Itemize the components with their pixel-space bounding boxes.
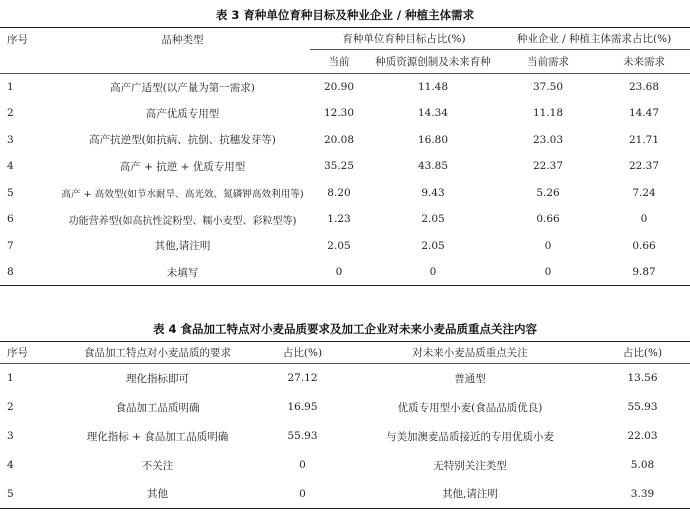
table3-caption: 表 3 育种单位育种目标及种业企业 / 种植主体需求 bbox=[215, 8, 475, 22]
t3-cell-v1: 1.23 bbox=[327, 213, 351, 226]
t4-cell-pct2: 55.93 bbox=[627, 401, 658, 413]
t3-cell-v3: 0 bbox=[544, 239, 552, 252]
table4 bbox=[0, 341, 690, 509]
t4-header-pct2: 占比(%) bbox=[622, 347, 663, 359]
t3-cell-v1: 35.25 bbox=[323, 160, 355, 173]
t4-header-no: 序号 bbox=[7, 347, 28, 359]
t3-cell-v4: 21.71 bbox=[628, 133, 660, 146]
t3-cell-v3: 11.18 bbox=[532, 107, 564, 120]
table-row bbox=[0, 100, 690, 127]
t3-cell-no: 8 bbox=[7, 266, 14, 278]
t3-cell-v2: 11.48 bbox=[417, 81, 449, 93]
t4-cell-pct1: 55.93 bbox=[287, 430, 318, 442]
table-row bbox=[0, 422, 690, 451]
t3-cell-type: 功能营养型(如高抗性淀粉型、糯小麦型、彩粒型等) bbox=[68, 215, 297, 227]
t3-cell-type: 高产广适型(以产量为第一需求) bbox=[110, 81, 255, 94]
t3-header-no: 序号 bbox=[7, 34, 28, 46]
t3-cell-v2: 0 bbox=[429, 266, 437, 278]
t4-header-pct1: 占比(%) bbox=[282, 347, 323, 359]
t3-cell-type: 高产 + 高效型(如节水耐旱、高光效、氮磷钾高效利用等) bbox=[61, 188, 304, 200]
t3-header-future-breeding: 种质资源创制及未来育种 bbox=[375, 56, 491, 68]
t3-cell-v1: 2.05 bbox=[327, 239, 351, 252]
t3-cell-v1: 0 bbox=[335, 266, 343, 278]
t3-cell-v1: 12.30 bbox=[323, 107, 355, 120]
t4-cell-focus: 无特别关注类型 bbox=[433, 459, 507, 472]
t3-header-group2: 种业企业 / 种植主体需求占比(%) bbox=[498, 28, 690, 50]
table-row bbox=[0, 364, 690, 393]
table-row bbox=[0, 259, 690, 286]
t4-cell-pct2: 22.03 bbox=[627, 430, 658, 442]
t3-cell-v2: 14.34 bbox=[417, 107, 449, 120]
table-row bbox=[0, 393, 690, 422]
t3-cell-v4: 7.24 bbox=[632, 186, 656, 199]
t3-cell-no: 5 bbox=[7, 186, 14, 199]
t3-cell-no: 4 bbox=[7, 160, 14, 173]
t3-cell-v4: 0.66 bbox=[632, 239, 656, 252]
t3-cell-v2: 16.80 bbox=[417, 133, 449, 146]
t4-cell-pct1: 27.12 bbox=[287, 372, 318, 385]
t4-cell-no: 3 bbox=[7, 430, 14, 442]
table-row bbox=[0, 233, 690, 260]
t3-cell-v2: 43.85 bbox=[417, 160, 449, 173]
t3-cell-v2: 9.43 bbox=[421, 186, 445, 199]
table3 bbox=[0, 27, 690, 286]
t4-cell-focus: 其他,请注明 bbox=[442, 488, 498, 501]
t3-cell-v3: 22.37 bbox=[532, 160, 564, 173]
t3-cell-v1: 20.08 bbox=[323, 133, 355, 146]
t4-cell-pct2: 3.39 bbox=[630, 487, 655, 500]
table-row bbox=[0, 451, 690, 480]
t3-header-future-demand: 未来需求 bbox=[623, 56, 666, 68]
t3-cell-no: 3 bbox=[7, 133, 14, 146]
table-row bbox=[0, 127, 690, 154]
t3-cell-no: 7 bbox=[7, 239, 14, 252]
t4-cell-requirement: 理化指标即可 bbox=[126, 372, 189, 385]
t3-cell-v4: 9.87 bbox=[632, 266, 656, 278]
t3-cell-v4: 23.68 bbox=[628, 81, 660, 93]
t3-header-group1: 育种单位育种目标占比(%) bbox=[310, 28, 498, 50]
t3-cell-v4: 0 bbox=[640, 213, 648, 226]
t3-cell-v1: 8.20 bbox=[327, 186, 351, 199]
t3-cell-v3: 5.26 bbox=[536, 186, 560, 199]
t4-cell-pct2: 13.56 bbox=[627, 372, 658, 385]
table-row bbox=[0, 206, 690, 233]
t4-cell-no: 1 bbox=[7, 372, 14, 385]
t4-cell-no: 5 bbox=[7, 487, 14, 500]
t3-cell-type: 高产抗逆型(如抗病、抗倒、抗穗发芽等) bbox=[89, 134, 276, 147]
t4-cell-focus: 与美加澳麦品质接近的专用优质小麦 bbox=[386, 430, 554, 443]
t3-cell-v3: 0 bbox=[544, 266, 552, 278]
t4-cell-pct1: 0 bbox=[299, 459, 306, 471]
t4-cell-pct2: 5.08 bbox=[630, 459, 655, 471]
t3-cell-no: 1 bbox=[7, 81, 14, 93]
t3-cell-v1: 20.90 bbox=[323, 81, 355, 93]
t3-cell-type: 高产 + 抗逆 + 优质专用型 bbox=[119, 160, 246, 173]
t3-cell-v3: 23.03 bbox=[532, 133, 564, 146]
t4-cell-requirement: 食品加工品质明确 bbox=[115, 401, 200, 414]
t4-cell-pct1: 0 bbox=[299, 487, 306, 500]
t3-cell-type: 其他,请注明 bbox=[154, 240, 211, 253]
table-row bbox=[0, 74, 690, 101]
t3-header-type: 品种类型 bbox=[161, 34, 204, 46]
table-row bbox=[0, 180, 690, 207]
t4-cell-no: 4 bbox=[7, 459, 14, 471]
t4-cell-pct1: 16.95 bbox=[287, 401, 318, 413]
t4-cell-requirement: 其他 bbox=[147, 488, 168, 501]
table4-caption: 表 4 食品加工特点对小麦品质要求及加工企业对未来小麦品质重点关注内容 bbox=[152, 322, 537, 336]
t3-cell-no: 6 bbox=[7, 213, 14, 226]
t3-cell-v2: 2.05 bbox=[421, 239, 445, 252]
t3-cell-type: 高产优质专用型 bbox=[145, 107, 220, 120]
t3-cell-v3: 0.66 bbox=[536, 213, 560, 226]
t3-cell-v3: 37.50 bbox=[532, 81, 564, 93]
t3-header-current: 当前 bbox=[328, 56, 350, 68]
t3-cell-v4: 22.37 bbox=[628, 160, 660, 173]
t4-cell-focus: 优质专用型小麦(食品品质优良) bbox=[397, 401, 543, 414]
t3-cell-v2: 2.05 bbox=[421, 213, 445, 226]
table-row bbox=[0, 153, 690, 180]
t4-cell-requirement: 不关注 bbox=[141, 459, 174, 472]
t4-cell-requirement: 理化指标 + 食品加工品质明确 bbox=[86, 430, 229, 443]
t4-header-requirement: 食品加工特点对小麦品质的要求 bbox=[84, 347, 231, 359]
t3-cell-type: 未填写 bbox=[166, 266, 199, 279]
table-row bbox=[0, 480, 690, 509]
t3-cell-v4: 14.47 bbox=[628, 107, 660, 120]
t4-cell-focus: 普通型 bbox=[454, 372, 486, 385]
t4-header-focus: 对未来小麦品质重点关注 bbox=[412, 347, 528, 359]
t4-cell-no: 2 bbox=[7, 401, 14, 413]
t3-header-current-demand: 当前需求 bbox=[527, 56, 570, 68]
t3-cell-no: 2 bbox=[7, 107, 14, 120]
